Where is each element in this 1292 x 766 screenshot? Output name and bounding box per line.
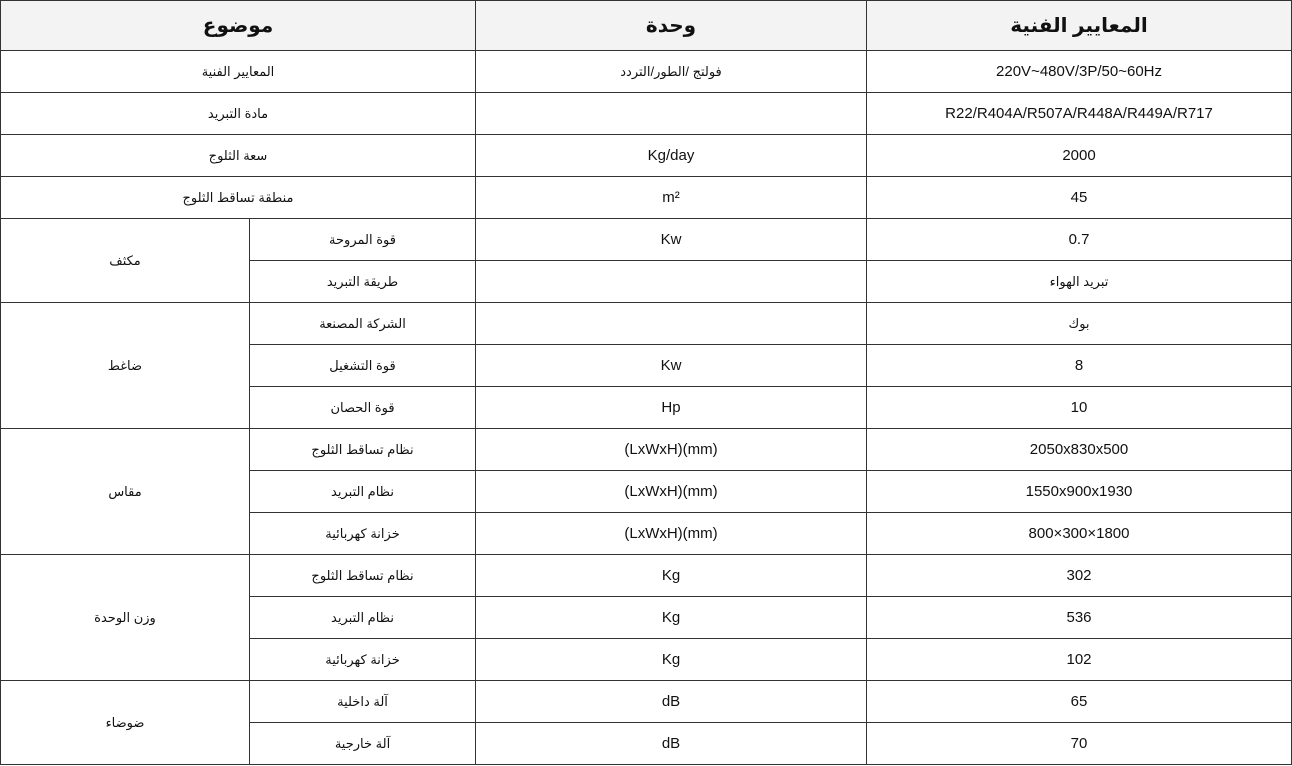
row-unit: Kg bbox=[476, 555, 867, 597]
row-value: 10 bbox=[867, 387, 1292, 429]
row-value: R22/R404A/R507A/R448A/R449A/R717 bbox=[867, 93, 1292, 135]
row-value: 302 bbox=[867, 555, 1292, 597]
row-value: 536 bbox=[867, 597, 1292, 639]
header-value: المعايير الفنية bbox=[867, 1, 1292, 51]
table-row bbox=[1, 429, 1292, 471]
header-unit: وحدة bbox=[476, 1, 867, 51]
row-value: 800×300×1800 bbox=[867, 513, 1292, 555]
group-label-compressor: ضاغط bbox=[1, 303, 250, 429]
row-value: 45 bbox=[867, 177, 1292, 219]
row-unit: Kw bbox=[476, 219, 867, 261]
table-row bbox=[1, 51, 1292, 93]
row-unit: (LxWxH)(mm) bbox=[476, 471, 867, 513]
row-unit bbox=[476, 261, 867, 303]
row-unit: فولتج /الطور/التردد bbox=[476, 51, 867, 93]
row-value: 1550x900x1930 bbox=[867, 471, 1292, 513]
group-label-dimensions: مقاس bbox=[1, 429, 250, 555]
table-row bbox=[1, 135, 1292, 177]
row-value: 8 bbox=[867, 345, 1292, 387]
row-unit: dB bbox=[476, 723, 867, 765]
sub-label: آلة خارجية bbox=[250, 723, 476, 765]
row-unit: Kg/day bbox=[476, 135, 867, 177]
sub-label: قوة المروحة bbox=[250, 219, 476, 261]
table-row bbox=[1, 681, 1292, 723]
row-label: مادة التبريد bbox=[1, 93, 476, 135]
group-label-noise: ضوضاء bbox=[1, 681, 250, 765]
table-row bbox=[1, 219, 1292, 261]
row-label: المعايير الفنية bbox=[1, 51, 476, 93]
row-unit: (LxWxH)(mm) bbox=[476, 513, 867, 555]
header-topic: موضوع bbox=[1, 1, 476, 51]
sub-label: نظام التبريد bbox=[250, 471, 476, 513]
sub-label: نظام تساقط الثلوج bbox=[250, 555, 476, 597]
row-unit bbox=[476, 303, 867, 345]
row-value: 2050x830x500 bbox=[867, 429, 1292, 471]
sub-label: نظام التبريد bbox=[250, 597, 476, 639]
table-row bbox=[1, 93, 1292, 135]
sub-label: خزانة كهربائية bbox=[250, 639, 476, 681]
group-label-weight: وزن الوحدة bbox=[1, 555, 250, 681]
row-value: بوك bbox=[867, 303, 1292, 345]
row-label: منطقة تساقط الثلوج bbox=[1, 177, 476, 219]
table-row bbox=[1, 303, 1292, 345]
row-unit: Kw bbox=[476, 345, 867, 387]
row-value: 0.7 bbox=[867, 219, 1292, 261]
row-value: 102 bbox=[867, 639, 1292, 681]
row-value: 70 bbox=[867, 723, 1292, 765]
row-value: تبريد الهواء bbox=[867, 261, 1292, 303]
row-value: 2000 bbox=[867, 135, 1292, 177]
row-unit: Hp bbox=[476, 387, 867, 429]
sub-label: نظام تساقط الثلوج bbox=[250, 429, 476, 471]
row-unit bbox=[476, 93, 867, 135]
row-unit: Kg bbox=[476, 597, 867, 639]
sub-label: قوة الحصان bbox=[250, 387, 476, 429]
group-label-condenser: مكثف bbox=[1, 219, 250, 303]
sub-label: خزانة كهربائية bbox=[250, 513, 476, 555]
table-row bbox=[1, 555, 1292, 597]
row-label: سعة الثلوج bbox=[1, 135, 476, 177]
sub-label: طريقة التبريد bbox=[250, 261, 476, 303]
header-row bbox=[1, 1, 1292, 51]
table-row bbox=[1, 177, 1292, 219]
row-value: 65 bbox=[867, 681, 1292, 723]
sub-label: آلة داخلية bbox=[250, 681, 476, 723]
row-unit: dB bbox=[476, 681, 867, 723]
row-value: 220V~480V/3P/50~60Hz bbox=[867, 51, 1292, 93]
row-unit: Kg bbox=[476, 639, 867, 681]
sub-label: الشركة المصنعة bbox=[250, 303, 476, 345]
sub-label: قوة التشغيل bbox=[250, 345, 476, 387]
row-unit: (LxWxH)(mm) bbox=[476, 429, 867, 471]
row-unit: m² bbox=[476, 177, 867, 219]
